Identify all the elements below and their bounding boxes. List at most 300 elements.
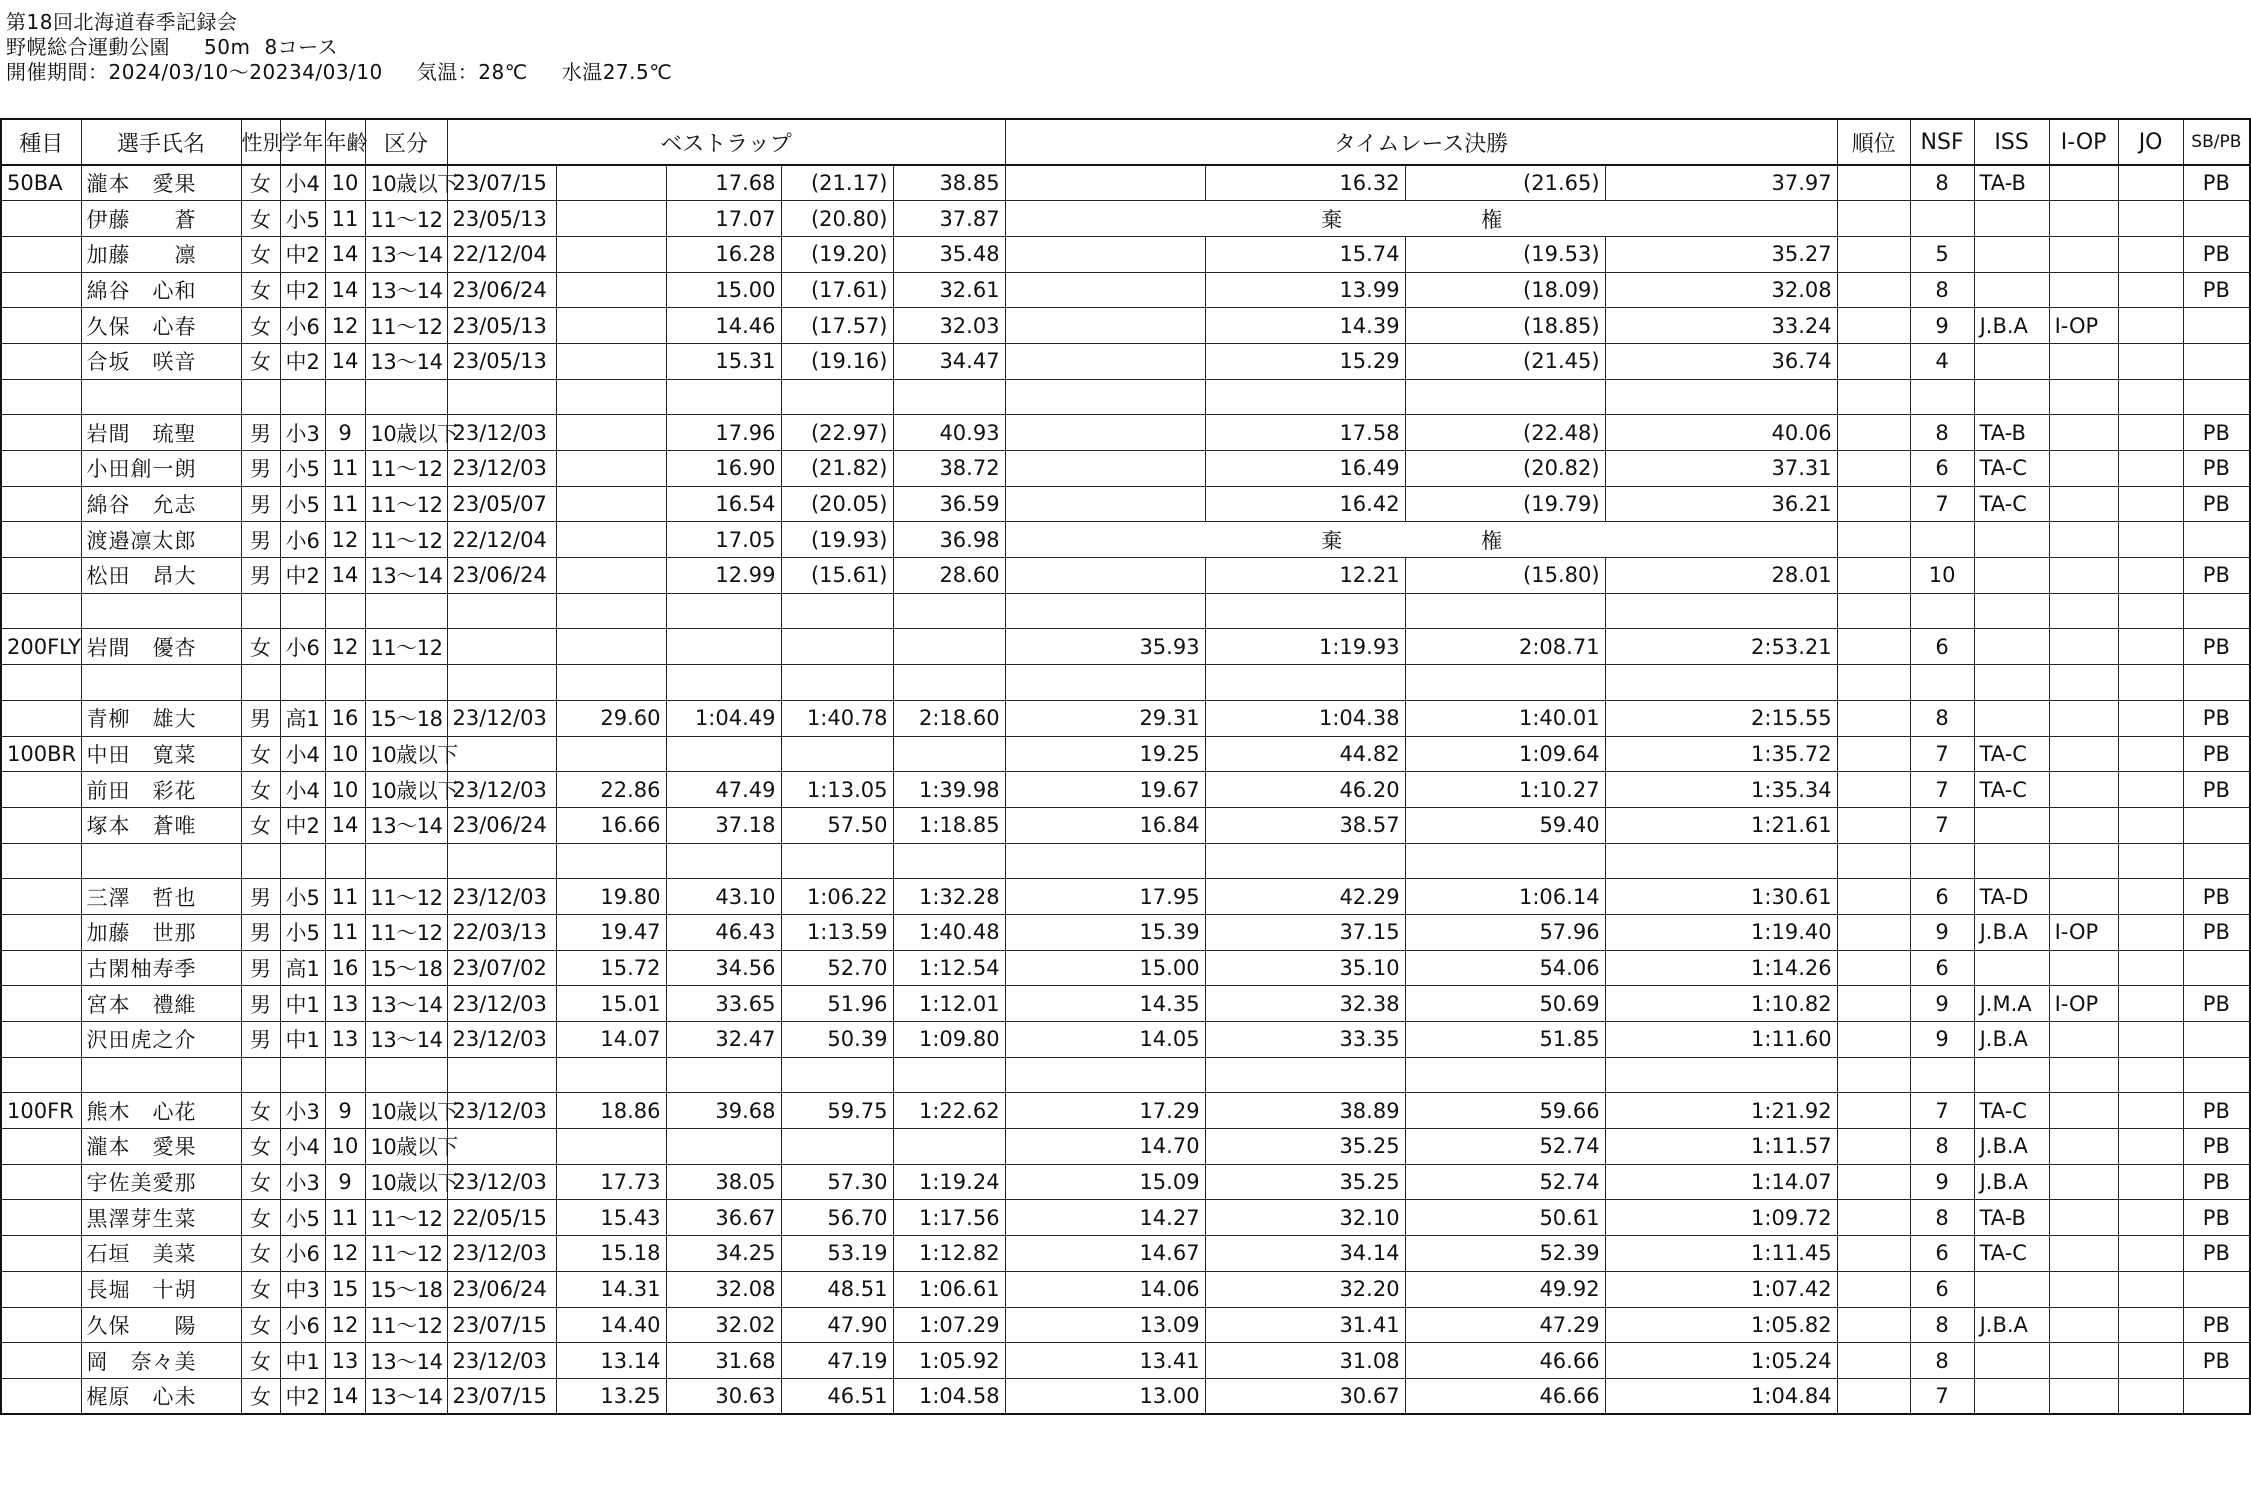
- age-cell: 13: [325, 1022, 365, 1058]
- age-cell: 11: [325, 914, 365, 950]
- venue: 野幌総合運動公園: [6, 35, 170, 59]
- age-cell: 10: [325, 772, 365, 808]
- sex-cell: 女: [241, 629, 280, 665]
- table-row: [1, 950, 2250, 986]
- col-timed-final: タイムレース決勝: [1005, 119, 1837, 165]
- final-split: 13.09: [1005, 1307, 1205, 1343]
- iop-cell: [2049, 772, 2118, 808]
- results-table: [0, 118, 2251, 1415]
- best-lap-split: (15.61): [781, 558, 893, 594]
- best-lap-split: 34.47: [893, 343, 1005, 379]
- withdrawn-label: 棄: [1321, 207, 1343, 232]
- final-split: (15.80): [1405, 558, 1605, 594]
- empty-cell: [781, 843, 893, 879]
- final-split: (18.85): [1405, 308, 1605, 344]
- best-lap-split: 34.25: [666, 1236, 781, 1272]
- empty-cell: [280, 843, 325, 879]
- iop-cell: [2049, 1307, 2118, 1343]
- iss-cell: [1974, 343, 2049, 379]
- best-lap-split: (19.20): [781, 236, 893, 272]
- empty-cell: [241, 593, 280, 629]
- blank-row: [1, 1057, 2250, 1093]
- grade-cell: 小5: [280, 201, 325, 237]
- rank-cell: [1837, 486, 1910, 522]
- final-split: 1:05.24: [1605, 1343, 1837, 1379]
- jo-cell: [2118, 629, 2183, 665]
- age-cell: 10: [325, 165, 365, 201]
- best-date: 23/07/15: [447, 165, 556, 201]
- nsf-cell: 6: [1910, 629, 1974, 665]
- jo-cell: [2118, 451, 2183, 487]
- swimmer-name: 黒澤芽生菜: [81, 1200, 241, 1236]
- final-split: 52.39: [1405, 1236, 1605, 1272]
- best-lap-split: 19.47: [556, 914, 666, 950]
- empty-cell: [365, 379, 447, 415]
- final-split: 33.35: [1205, 1022, 1405, 1058]
- division-cell: 13～14: [365, 343, 447, 379]
- event-cell: [1, 1236, 81, 1272]
- empty-cell: [2049, 379, 2118, 415]
- sbpb-cell: PB: [2183, 486, 2250, 522]
- grade-cell: 小4: [280, 165, 325, 201]
- rank-cell: [1837, 1307, 1910, 1343]
- table-row: [1, 272, 2250, 308]
- final-split: 52.74: [1405, 1164, 1605, 1200]
- final-split: 1:07.42: [1605, 1271, 1837, 1307]
- division-cell: 10歳以下: [365, 736, 447, 772]
- final-split: 16.84: [1005, 807, 1205, 843]
- nsf-cell: 7: [1910, 486, 1974, 522]
- event-cell: [1, 986, 81, 1022]
- empty-cell: [1405, 1057, 1605, 1093]
- empty-cell: [325, 1057, 365, 1093]
- age-cell: 11: [325, 879, 365, 915]
- best-lap-split: 31.68: [666, 1343, 781, 1379]
- iss-cell: [1974, 807, 2049, 843]
- event-cell: 100FR: [1, 1093, 81, 1129]
- empty-cell: [1005, 665, 1205, 701]
- jo-cell: [2118, 950, 2183, 986]
- division-cell: 11～12: [365, 308, 447, 344]
- best-lap-split: 46.43: [666, 914, 781, 950]
- empty-cell: [666, 843, 781, 879]
- nsf-cell: 6: [1910, 950, 1974, 986]
- grade-cell: 小3: [280, 415, 325, 451]
- empty-cell: [1605, 379, 1837, 415]
- table-row: [1, 1129, 2250, 1165]
- best-lap-split: 56.70: [781, 1200, 893, 1236]
- best-lap-split: 1:06.22: [781, 879, 893, 915]
- age-cell: 9: [325, 415, 365, 451]
- grade-cell: 小5: [280, 914, 325, 950]
- event-cell: [1, 308, 81, 344]
- final-split: 1:30.61: [1605, 879, 1837, 915]
- empty-cell: [2183, 593, 2250, 629]
- final-split: [1005, 558, 1205, 594]
- empty-cell: [1405, 843, 1605, 879]
- empty-cell: [2118, 1057, 2183, 1093]
- iss-cell: J.B.A: [1974, 1129, 2049, 1165]
- grade-cell: 中2: [280, 558, 325, 594]
- empty-cell: [325, 843, 365, 879]
- final-split: 13.00: [1005, 1378, 1205, 1414]
- swimmer-name: 加藤 世那: [81, 914, 241, 950]
- empty-cell: [1605, 665, 1837, 701]
- rank-cell: [1837, 272, 1910, 308]
- iop-cell: [2049, 415, 2118, 451]
- sbpb-cell: [2183, 343, 2250, 379]
- best-lap-split: [666, 629, 781, 665]
- sex-cell: 女: [241, 736, 280, 772]
- table-row: [1, 415, 2250, 451]
- nsf-cell: 8: [1910, 1307, 1974, 1343]
- age-cell: 11: [325, 201, 365, 237]
- nsf-cell: 7: [1910, 736, 1974, 772]
- division-cell: 11～12: [365, 451, 447, 487]
- col-division: 区分: [365, 119, 447, 165]
- empty-cell: [325, 593, 365, 629]
- empty-cell: [556, 1057, 666, 1093]
- best-lap-split: [556, 165, 666, 201]
- rank-cell: [1837, 1271, 1910, 1307]
- grade-cell: 小3: [280, 1093, 325, 1129]
- jo-cell: [2118, 236, 2183, 272]
- best-lap-split: 12.99: [666, 558, 781, 594]
- final-split: 38.89: [1205, 1093, 1405, 1129]
- iss-cell: [1974, 700, 2049, 736]
- final-split: 14.67: [1005, 1236, 1205, 1272]
- division-cell: 15～18: [365, 950, 447, 986]
- grade-cell: 中2: [280, 272, 325, 308]
- empty-cell: [1837, 379, 1910, 415]
- best-lap-split: (21.82): [781, 451, 893, 487]
- rank-cell: [1837, 1022, 1910, 1058]
- final-split: (19.53): [1405, 236, 1605, 272]
- best-lap-split: 32.61: [893, 272, 1005, 308]
- empty-cell: [2183, 379, 2250, 415]
- sex-cell: 男: [241, 451, 280, 487]
- grade-cell: 中1: [280, 986, 325, 1022]
- sbpb-cell: [2183, 201, 2250, 237]
- final-split: 37.15: [1205, 914, 1405, 950]
- withdrawn-cell: [1005, 201, 1837, 237]
- empty-cell: [81, 665, 241, 701]
- final-split: 37.97: [1605, 165, 1837, 201]
- nsf-cell: 6: [1910, 879, 1974, 915]
- best-lap-split: 2:18.60: [893, 700, 1005, 736]
- swimmer-name: 小田創一朗: [81, 451, 241, 487]
- iss-cell: TA-B: [1974, 415, 2049, 451]
- empty-cell: [2183, 1057, 2250, 1093]
- final-split: 37.31: [1605, 451, 1837, 487]
- sbpb-cell: PB: [2183, 1343, 2250, 1379]
- table-row: [1, 986, 2250, 1022]
- final-split: 32.38: [1205, 986, 1405, 1022]
- event-cell: [1, 558, 81, 594]
- table-row: [1, 201, 2250, 237]
- col-nsf: NSF: [1910, 119, 1974, 165]
- best-lap-split: (17.61): [781, 272, 893, 308]
- best-lap-split: 32.02: [666, 1307, 781, 1343]
- swimmer-name: 宇佐美愛那: [81, 1164, 241, 1200]
- division-cell: 13～14: [365, 986, 447, 1022]
- grade-cell: 小5: [280, 1200, 325, 1236]
- rank-cell: [1837, 950, 1910, 986]
- final-split: 50.69: [1405, 986, 1605, 1022]
- sbpb-cell: [2183, 1022, 2250, 1058]
- event-cell: [1, 1343, 81, 1379]
- event-cell: [1, 1200, 81, 1236]
- air-temperature: 気温：28℃: [416, 60, 528, 84]
- empty-cell: [1205, 379, 1405, 415]
- division-cell: 10歳以下: [365, 772, 447, 808]
- iss-cell: [1974, 201, 2049, 237]
- final-split: 15.74: [1205, 236, 1405, 272]
- age-cell: 12: [325, 1307, 365, 1343]
- sex-cell: 男: [241, 914, 280, 950]
- event-cell: [1, 236, 81, 272]
- event-cell: [1, 272, 81, 308]
- final-split: 42.29: [1205, 879, 1405, 915]
- iop-cell: [2049, 879, 2118, 915]
- best-lap-split: 38.85: [893, 165, 1005, 201]
- swimmer-name: 岩間 琉聖: [81, 415, 241, 451]
- best-lap-split: 51.96: [781, 986, 893, 1022]
- empty-cell: [2183, 665, 2250, 701]
- table-row: [1, 629, 2250, 665]
- sbpb-cell: PB: [2183, 1200, 2250, 1236]
- best-lap-split: 17.96: [666, 415, 781, 451]
- best-date: 23/06/24: [447, 1271, 556, 1307]
- col-sbpb: SB/PB: [2183, 119, 2250, 165]
- final-split: (22.48): [1405, 415, 1605, 451]
- best-lap-split: [893, 1129, 1005, 1165]
- nsf-cell: 9: [1910, 1022, 1974, 1058]
- empty-cell: [447, 665, 556, 701]
- sbpb-cell: PB: [2183, 451, 2250, 487]
- final-split: 46.66: [1405, 1343, 1605, 1379]
- age-cell: 14: [325, 1378, 365, 1414]
- best-lap-split: 1:04.58: [893, 1378, 1005, 1414]
- grade-cell: 中2: [280, 1378, 325, 1414]
- sex-cell: 女: [241, 1093, 280, 1129]
- nsf-cell: 5: [1910, 236, 1974, 272]
- jo-cell: [2118, 772, 2183, 808]
- sbpb-cell: [2183, 522, 2250, 558]
- empty-cell: [447, 843, 556, 879]
- col-grade: 学年: [280, 119, 325, 165]
- rank-cell: [1837, 558, 1910, 594]
- best-date: 23/12/03: [447, 1343, 556, 1379]
- division-cell: 11～12: [365, 201, 447, 237]
- empty-cell: [1605, 843, 1837, 879]
- table-row: [1, 914, 2250, 950]
- withdrawn-label: 権: [1481, 207, 1503, 232]
- best-lap-split: 36.59: [893, 486, 1005, 522]
- sex-cell: 女: [241, 807, 280, 843]
- best-lap-split: 15.18: [556, 1236, 666, 1272]
- event-cell: [1, 201, 81, 237]
- lane-count: 8コース: [264, 35, 339, 59]
- empty-cell: [2049, 665, 2118, 701]
- nsf-cell: 9: [1910, 308, 1974, 344]
- sex-cell: 男: [241, 700, 280, 736]
- empty-cell: [1205, 843, 1405, 879]
- final-split: 46.20: [1205, 772, 1405, 808]
- grade-cell: 中3: [280, 1271, 325, 1307]
- rank-cell: [1837, 1164, 1910, 1200]
- empty-cell: [447, 379, 556, 415]
- division-cell: 13～14: [365, 236, 447, 272]
- sbpb-cell: PB: [2183, 772, 2250, 808]
- rank-cell: [1837, 772, 1910, 808]
- best-lap-split: 1:12.01: [893, 986, 1005, 1022]
- grade-cell: 小5: [280, 879, 325, 915]
- sbpb-cell: PB: [2183, 1307, 2250, 1343]
- final-split: 36.21: [1605, 486, 1837, 522]
- empty-cell: [781, 665, 893, 701]
- iop-cell: [2049, 629, 2118, 665]
- final-split: 59.40: [1405, 807, 1605, 843]
- final-split: 2:53.21: [1605, 629, 1837, 665]
- final-split: 1:14.26: [1605, 950, 1837, 986]
- best-lap-split: [556, 558, 666, 594]
- best-lap-split: 1:22.62: [893, 1093, 1005, 1129]
- empty-cell: [2118, 665, 2183, 701]
- final-split: (20.82): [1405, 451, 1605, 487]
- sex-cell: 女: [241, 165, 280, 201]
- empty-cell: [241, 665, 280, 701]
- empty-cell: [1605, 1057, 1837, 1093]
- best-lap-split: 16.28: [666, 236, 781, 272]
- jo-cell: [2118, 558, 2183, 594]
- iop-cell: [2049, 1271, 2118, 1307]
- best-lap-split: 40.93: [893, 415, 1005, 451]
- jo-cell: [2118, 1022, 2183, 1058]
- empty-cell: [2049, 843, 2118, 879]
- final-split: 35.25: [1205, 1164, 1405, 1200]
- best-date: 23/06/24: [447, 807, 556, 843]
- final-split: 35.93: [1005, 629, 1205, 665]
- final-split: 49.92: [1405, 1271, 1605, 1307]
- best-lap-split: 33.65: [666, 986, 781, 1022]
- final-split: 31.08: [1205, 1343, 1405, 1379]
- age-cell: 11: [325, 486, 365, 522]
- best-lap-split: 1:19.24: [893, 1164, 1005, 1200]
- jo-cell: [2118, 914, 2183, 950]
- rank-cell: [1837, 807, 1910, 843]
- final-split: 35.25: [1205, 1129, 1405, 1165]
- table-row: [1, 236, 2250, 272]
- empty-cell: [1405, 379, 1605, 415]
- iss-cell: J.B.A: [1974, 914, 2049, 950]
- grade-cell: 小5: [280, 451, 325, 487]
- nsf-cell: 7: [1910, 807, 1974, 843]
- best-lap-split: 1:12.82: [893, 1236, 1005, 1272]
- final-split: (21.65): [1405, 165, 1605, 201]
- nsf-cell: 7: [1910, 1093, 1974, 1129]
- best-lap-split: 38.72: [893, 451, 1005, 487]
- empty-cell: [241, 843, 280, 879]
- grade-cell: 中1: [280, 1022, 325, 1058]
- sbpb-cell: [2183, 1378, 2250, 1414]
- best-lap-split: 15.43: [556, 1200, 666, 1236]
- division-cell: 11～12: [365, 914, 447, 950]
- grade-cell: 小6: [280, 522, 325, 558]
- sbpb-cell: PB: [2183, 879, 2250, 915]
- iss-cell: TA-C: [1974, 1093, 2049, 1129]
- blank-row: [1, 593, 2250, 629]
- results-body: [1, 165, 2250, 1414]
- sex-cell: 男: [241, 558, 280, 594]
- empty-cell: [666, 1057, 781, 1093]
- table-row: [1, 807, 2250, 843]
- swimmer-name: 綿谷 允志: [81, 486, 241, 522]
- division-cell: 11～12: [365, 629, 447, 665]
- empty-cell: [2118, 379, 2183, 415]
- final-split: 29.31: [1005, 700, 1205, 736]
- final-split: 1:04.38: [1205, 700, 1405, 736]
- best-date: 23/06/24: [447, 558, 556, 594]
- empty-cell: [325, 665, 365, 701]
- sex-cell: 男: [241, 986, 280, 1022]
- final-split: 1:21.92: [1605, 1093, 1837, 1129]
- final-split: 1:35.34: [1605, 772, 1837, 808]
- final-split: [1005, 165, 1205, 201]
- rank-cell: [1837, 308, 1910, 344]
- col-rank: 順位: [1837, 119, 1910, 165]
- best-lap-split: 39.68: [666, 1093, 781, 1129]
- final-split: (19.79): [1405, 486, 1605, 522]
- jo-cell: [2118, 486, 2183, 522]
- empty-cell: [1974, 843, 2049, 879]
- best-lap-split: 38.05: [666, 1164, 781, 1200]
- final-split: 14.35: [1005, 986, 1205, 1022]
- sex-cell: 女: [241, 1129, 280, 1165]
- grade-cell: 小6: [280, 629, 325, 665]
- final-split: (21.45): [1405, 343, 1605, 379]
- best-date: 23/12/03: [447, 1093, 556, 1129]
- swimmer-name: 久保 心春: [81, 308, 241, 344]
- jo-cell: [2118, 415, 2183, 451]
- age-cell: 10: [325, 736, 365, 772]
- final-split: [1005, 415, 1205, 451]
- grade-cell: 小3: [280, 1164, 325, 1200]
- best-date: 23/07/02: [447, 950, 556, 986]
- jo-cell: [2118, 1271, 2183, 1307]
- age-cell: 14: [325, 807, 365, 843]
- best-lap-split: 15.01: [556, 986, 666, 1022]
- final-split: 17.95: [1005, 879, 1205, 915]
- swimmer-name: 伊藤 蒼: [81, 201, 241, 237]
- best-lap-split: [556, 236, 666, 272]
- best-lap-split: [893, 629, 1005, 665]
- iss-cell: J.B.A: [1974, 308, 2049, 344]
- best-lap-split: [556, 415, 666, 451]
- col-jo: JO: [2118, 119, 2183, 165]
- best-date: 23/05/13: [447, 201, 556, 237]
- final-split: 1:19.93: [1205, 629, 1405, 665]
- empty-cell: [81, 843, 241, 879]
- empty-cell: [1005, 1057, 1205, 1093]
- iop-cell: [2049, 272, 2118, 308]
- meet-title: 第18回北海道春季記録会: [6, 10, 238, 34]
- best-lap-split: 28.60: [893, 558, 1005, 594]
- nsf-cell: [1910, 522, 1974, 558]
- empty-cell: [1837, 593, 1910, 629]
- swimmer-name: 松田 昂大: [81, 558, 241, 594]
- empty-cell: [893, 665, 1005, 701]
